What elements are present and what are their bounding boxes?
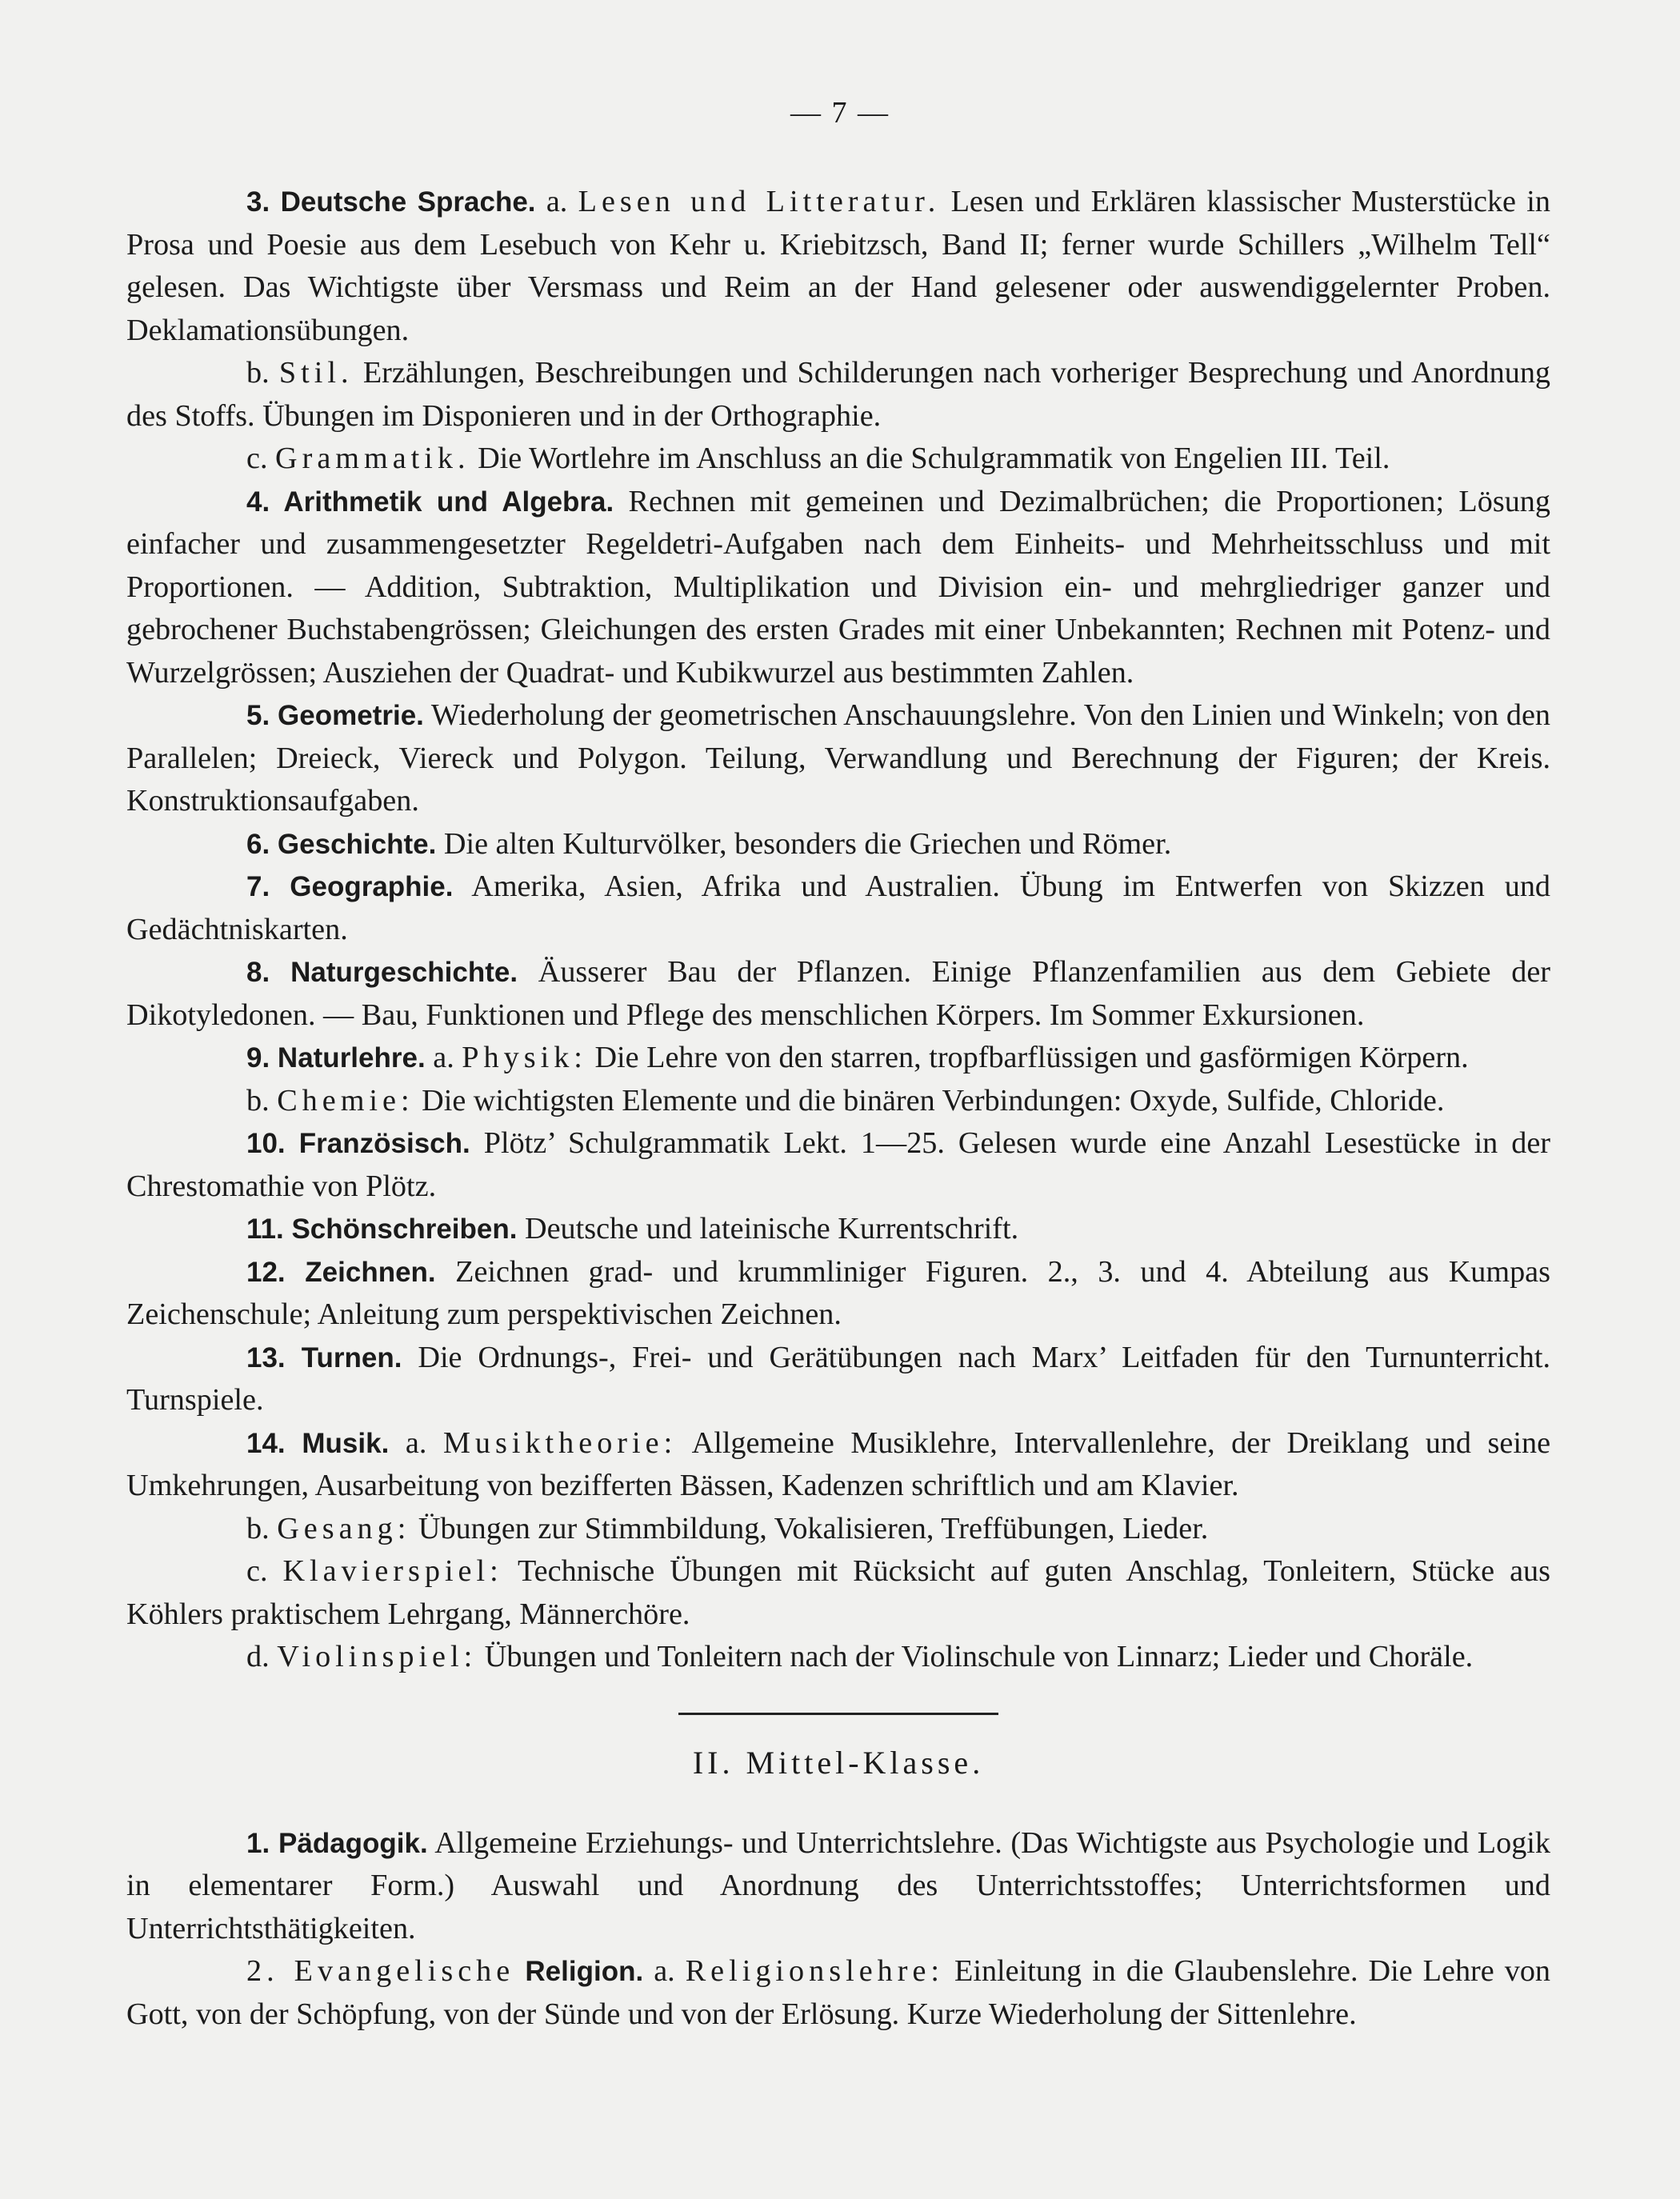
entry-text: Rechnen mit gemeinen und Dezimalbrüchen; die Proportionen; Lösung einfacher und zusammengesetzter Regeldetri-Aufgaben nach dem Einheits- und Mehrheitsschluss und mit Proportionen. — Addition, Subtraktion, Multiplikation und Division ein- und mehrgliedriger ganzer und gebrochener Buchstabengrössen; Gleichungen des ersten Grades mit einer Unbekannten; Rechnen mit Potenz- und Wurzelgrössen; Ausziehen der Quadrat- und Kubikwurzel aus bestimmten Zahlen. (126, 484, 1550, 690)
entry-evangelische-religion (126, 1950, 1550, 2036)
part-text: Die Lehre von den starren, tropfbarflüssigen und gasförmigen Körpern. (586, 1041, 1469, 1074)
part-term: Lesen und Litteratur. (578, 185, 941, 218)
page-number: — 7 — (790, 96, 890, 130)
entry-heading: Religion. (514, 1956, 644, 1987)
part-term: Violinspiel: (277, 1640, 478, 1673)
part-lead: b. (246, 1083, 278, 1117)
part-term: Gesang: (277, 1511, 411, 1545)
section-divider (678, 1713, 998, 1715)
part-term: Klavierspiel: (282, 1554, 503, 1588)
entry-text: Wiederholung der geometrischen Anschauungslehre. Von den Linien und Winkeln; von den Parallelen; Dreieck, Viereck und Polygon. Teilung, Verwandlung und Berechnung der Figuren; der Kreis. Konstruktionsaufgaben. (126, 698, 1550, 818)
part-term: Stil. (278, 356, 354, 390)
entry-heading: 12. Zeichnen. (246, 1256, 436, 1288)
part-lead: b. (246, 356, 279, 390)
entry-zeichnen (126, 1251, 1550, 1337)
entry-geographie (126, 866, 1550, 951)
entry-arithmetik (126, 481, 1550, 695)
part-text: Die Wortlehre im Anschluss an die Schulgrammatik von Engelien III. Teil. (470, 442, 1390, 475)
part-text: Einleitung in die Glaubenslehre. Die Lehre von Gott, von der Schöpfung, von der Sünde und von der Erlösung. Kurze Wiederholung der Sittenlehre. (126, 1954, 1551, 2031)
entry-text: Allgemeine Erziehungs- und Unterrichtslehre. (Das Wichtigste aus Psychologie und Logik in elementarer Form.) Auswahl und Anordnung des Unterrichtsstoffes; Unterrichtsformen und Unterrichtsthätigkeiten. (126, 1825, 1550, 1945)
part-text: Übungen zur Stimmbildung, Vokalisieren, Treffübungen, Lieder. (410, 1511, 1209, 1545)
part-lead: a. (654, 1954, 686, 1988)
entry-geometrie (126, 694, 1550, 823)
entry-deutsche-sprache (126, 181, 1550, 352)
part-lead: d. (246, 1640, 278, 1673)
part-term: Musiktheorie: (442, 1425, 678, 1460)
entry-text: Amerika, Asien, Afrika und Australien. Übung im Entwerfen von Skizzen und Gedächtniskarten. (126, 870, 1551, 946)
part-lead: a. (405, 1425, 443, 1460)
part-text: Erzählungen, Beschreibungen und Schilderungen nach vorheriger Besprechung und Anordnung des Stoffs. Übungen im Disponieren und in der Orthographie. (126, 356, 1551, 433)
part-term: Grammatik. (275, 442, 470, 475)
entry-text: Die alten Kulturvölker, besonders die Griechen und Römer. (436, 826, 1172, 861)
part-text: Lesen und Erklären klassischer Musterstücke in Prosa und Poesie aus dem Lesebuch von Kehr u. Kriebitzsch, Band II; ferner wurde Schillers „Wilhelm Tell“ gelesen. Das Wichtigste über Versmass und Reim an der Hand gelesener oder auswendiggelernter Proben. Deklamationsübungen. (126, 185, 1550, 347)
part-term: Physik: (462, 1041, 587, 1074)
entry-subpart (126, 1550, 1550, 1636)
entry-franzoesisch (126, 1122, 1550, 1208)
entry-heading: 11. Schönschreiben. (246, 1213, 518, 1245)
part-lead: b. (246, 1511, 278, 1545)
entry-heading: 3. Deutsche Sprache. (246, 186, 536, 218)
part-term: Religionslehre: (685, 1954, 945, 1988)
entry-subpart (126, 438, 1550, 481)
entry-text: Zeichnen grad- und krummliniger Figuren. 2., 3. und 4. Abteilung aus Kumpas Zeichenschule; Anleitung zum perspektivischen Zeichnen. (126, 1254, 1550, 1331)
part-lead: a. (546, 185, 578, 218)
entry-heading: 9. Naturlehre. (246, 1042, 426, 1074)
entry-text: Plötz’ Schulgrammatik Lekt. 1—25. Gelesen wurde eine Anzahl Lesestücke in der Chrestomathie von Plötz. (126, 1126, 1550, 1203)
entry-text: Deutsche und lateinische Kurrentschrift. (517, 1212, 1019, 1245)
entry-heading: 4. Arithmetik und Algebra. (246, 486, 614, 518)
entry-schoenschreiben (126, 1208, 1550, 1251)
entry-subpart (126, 352, 1550, 438)
part-text: Allgemeine Musiklehre, Intervallenlehre, der Dreiklang und seine Umkehrungen, Ausarbeitung von bezifferten Bässen, Kadenzen schriftlich und am Klavier. (126, 1425, 1551, 1502)
entry-paedagogik (126, 1822, 1550, 1951)
entry-heading-spaced: 2. Evangelische (246, 1954, 515, 1988)
entry-subpart (126, 1636, 1550, 1679)
entry-heading: 8. Naturgeschichte. (246, 957, 518, 988)
part-text: Die wichtigsten Elemente und die binären Verbindungen: Oxyde, Sulfide, Chloride. (414, 1083, 1445, 1117)
entry-heading: 14. Musik. (246, 1427, 390, 1459)
entry-heading: 5. Geometrie. (246, 700, 424, 731)
part-lead: c. (246, 442, 276, 475)
entry-geschichte (126, 823, 1550, 866)
entry-subpart (126, 1508, 1550, 1551)
part-lead: c. (246, 1554, 283, 1588)
part-text: Übungen und Tonleitern nach der Violinschule von Linnarz; Lieder und Choräle. (477, 1640, 1474, 1673)
entry-text: Äusserer Bau der Pflanzen. Einige Pflanzenfamilien aus dem Gebiete der Dikotyledonen. — Bau, Funktionen und Pflege des menschlichen Körpers. Im Sommer Exkursionen. (126, 955, 1550, 1032)
entry-naturgeschichte (126, 951, 1550, 1037)
section-title: II. Mittel-Klasse. (692, 1744, 985, 1781)
entry-heading: 1. Pädagogik. (246, 1827, 428, 1859)
entry-turnen (126, 1337, 1550, 1422)
part-text: Technische Übungen mit Rücksicht auf guten Anschlag, Tonleitern, Stücke aus Köhlers praktischem Lehrgang, Männerchöre. (126, 1554, 1550, 1631)
part-lead: a. (433, 1041, 462, 1074)
entry-heading: 7. Geographie. (246, 871, 454, 902)
entry-subpart (126, 1080, 1550, 1123)
entry-naturlehre (126, 1037, 1550, 1080)
entry-heading: 13. Turnen. (246, 1341, 402, 1373)
entry-musik (126, 1422, 1550, 1508)
part-term: Chemie: (277, 1083, 414, 1117)
entry-heading: 6. Geschichte. (246, 828, 437, 860)
entry-heading: 10. Französisch. (246, 1128, 470, 1159)
entry-text: Die Ordnungs-, Frei- und Gerätübungen nach Marx’ Leitfaden für den Turnunterricht. Turnspiele. (126, 1340, 1551, 1417)
page-content (126, 181, 1550, 2036)
